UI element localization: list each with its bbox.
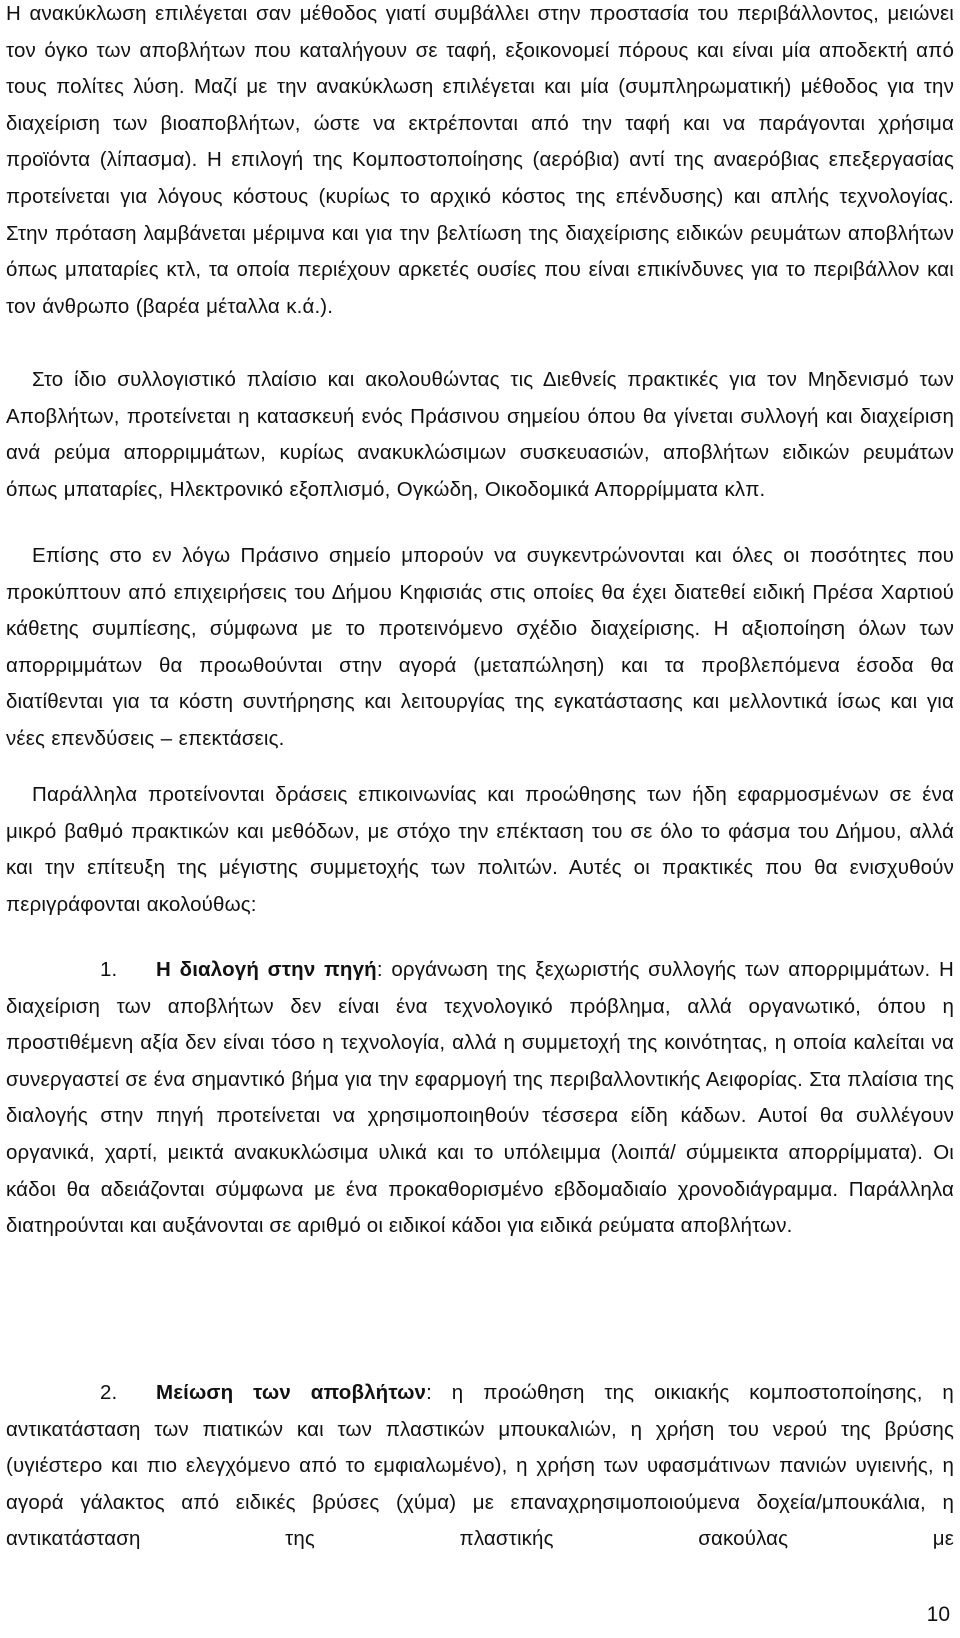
list-item-text: : οργάνωση της ξεχωριστής συλλογής των απορριμμάτων. Η διαχείριση των αποβλήτων δεν είναι ένα τεχνολογικό πρόβλημα, αλλά οργανωτικό, όπου η προστιθέμενη αξία δεν είναι τόσο η τεχνολογία, αλλά η συμμετοχή της κοινότητας, η οποία καλείται να συνεργαστεί σε ένα σημαντικό βήμα για την εφαρμογή της περιβαλλοντικής Αειφορίας. Στα πλαίσια της διαλογής στην πηγή προτείνεται να χρησιμοποιηθούν τέσσερα είδη κάδων. Αυτοί θα συλλέγουν οργανικά, χαρτί, μεικτά ανακυκλώσιμα υλικά και το υπόλειμμα (λοιπά/ σύμμεικτα απορρίμματα). Οι κάδοι θα αδειάζονται σύμφωνα με ένα προκαθορισμένο εβδομαδιαίο χρονοδιάγραμμα. Παράλληλα διατηρούνται και αυξάνονται σε αριθμό οι ειδικοί κάδοι για ειδικά ρεύματα αποβλήτων. xyxy=(6,958,954,1238)
list-item-text: : η προώθηση της οικιακής κομποστοποίησης, η αντικατάσταση των πιατικών και των πλαστικών μπουκαλιών, η χρήση του νερού της βρύσης (υγιέστερο και πιο ελεγχόμενο από το εμφιαλωμένο), η χρήση των υφασμάτινων πανιών υγιεινής, η αγορά γάλακτος από ειδικές βρύσες (χύμα) με επαναχρησιμοποιούμενα δοχεία/μπουκάλια, η αντικατάσταση της πλαστικής σακούλας με xyxy=(6,1381,954,1551)
paragraph-communication-actions: Παράλληλα προτείνονται δράσεις επικοινωνίας και προώθησης των ήδη εφαρμοσμένων σε ένα μικρό βαθμό πρακτικών και μεθόδων, με στόχο την επέκταση του σε όλο το φάσμα του Δήμου, αλλά και την επίτευξη της μέγιστης συμμετοχής των πολιτών. Αυτές οι πρακτικές που θα ενισχυθούν περιγράφονται ακολούθως: xyxy=(6,783,954,916)
list-item-term: Μείωση των αποβλήτων xyxy=(156,1381,427,1404)
list-item-number: 1. xyxy=(100,958,118,981)
paragraph-green-point: Στο ίδιο συλλογιστικό πλαίσιο και ακολουθώντας τις Διεθνείς πρακτικές για τον Μηδενισμό των Αποβλήτων, προτείνεται η κατασκευή ενός Πράσινου σημείου όπου θα γίνεται συλλογή και διαχείριση ανά ρεύμα απορριμμάτων, κυρίως ανακυκλώσιμων συσκευασιών, αποβλήτων ειδικών ρευμάτων όπως μπαταρίες, Ηλεκτρονικό εξοπλισμό, Ογκώδη, Οικοδομικά Απορρίμματα κλπ. xyxy=(6,368,954,501)
paragraph-recycling-method: Η ανακύκλωση επιλέγεται σαν μέθοδος γιατί συμβάλλει στην προστασία του περιβάλλοντος, μειώνει τον όγκο των αποβλήτων που καταλήγουν σε ταφή, εξοικονομεί πόρους και είναι μία αποδεκτή από τους πολίτες λύση. Μαζί με την ανακύκλωση επιλέγεται και μία (συμπληρωματική) μέθοδος για την διαχείριση των βιοαποβλήτων, ώστε να εκτρέπονται από την ταφή και να παράγονται χρήσιμα προϊόντα (λίπασμα). Η επιλογή της Κομποστοποίησης (αερόβια) αντί της αναερόβιας επεξεργασίας προτείνεται για λόγους κόστους (κυρίως το αρχικό κόστος της επένδυσης) και απλής τεχνολογίας. Στην πρόταση λαμβάνεται μέριμνα και για την βελτίωση της διαχείρισης ειδικών ρευμάτων αποβλήτων όπως μπαταρίες κτλ, τα οποία περιέχουν αρκετές ουσίες που είναι επικίνδυνες για το περιβάλλον και τον άνθρωπο (βαρέα μέταλλα κ.ά.). xyxy=(6,2,954,318)
list-item-waste-reduction xyxy=(6,1375,954,1558)
page-number: 10 xyxy=(926,1603,950,1626)
list-item-number: 2. xyxy=(100,1381,118,1404)
list-item-term: Η διαλογή στην πηγή xyxy=(156,958,377,981)
list-item-source-separation xyxy=(6,952,954,1245)
paragraph-paper-press: Επίσης στο εν λόγω Πράσινο σημείο μπορούν να συγκεντρώνονται και όλες οι ποσότητες που προκύπτουν από επιχειρήσεις του Δήμου Κηφισιάς στις οποίες θα έχει διατεθεί ειδική Πρέσα Χαρτιού κάθετης συμπίεσης, σύμφωνα με το προτεινόμενο σχέδιο διαχείρισης. Η αξιοποίηση όλων των απορριμμάτων θα προωθούνται στην αγορά (μεταπώληση) και τα προβλεπόμενα έσοδα θα διατίθενται για τα κόστη συντήρησης και λειτουργίας της εγκατάστασης και μελλοντικά ίσως και για νέες επενδύσεις – επεκτάσεις. xyxy=(6,544,954,750)
